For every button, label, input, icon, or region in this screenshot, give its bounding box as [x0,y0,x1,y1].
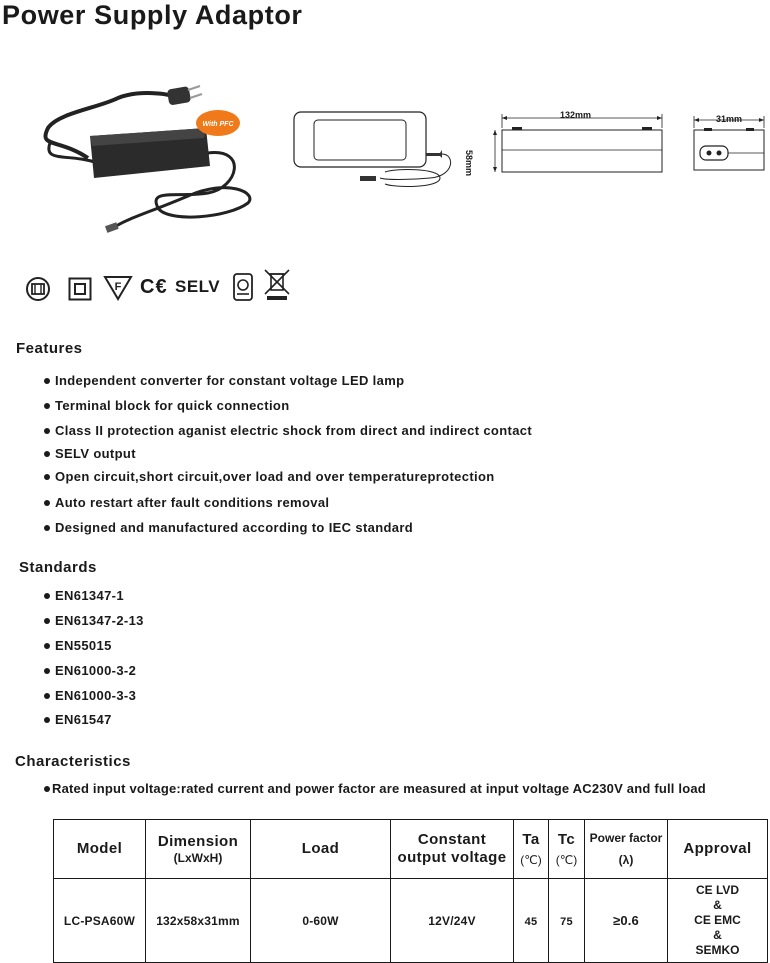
col-header-load: Load [251,820,391,879]
dimension-width-label: 58mm [464,150,474,177]
selv-mark: SELV [175,277,221,296]
cell-dimension: 132x58x31mm [146,879,251,963]
f-mark-icon [103,275,133,301]
cell-tc: 75 [549,879,585,963]
col-header-model: Model [54,820,146,879]
list-item: EN61347-1 [44,588,124,604]
svg-text:F: F [114,281,122,293]
adapter-side-view-drawing [484,110,666,178]
pfc-badge: With PFC [202,121,234,128]
cell-load: 0-60W [251,879,391,963]
dimension-height-label: 31mm [716,114,743,124]
list-item: EN61000-3-2 [44,663,136,679]
col-header-constant-output-voltage: Constant output voltage [391,820,514,879]
cell-voltage: 12V/24V [391,879,514,963]
list-item: Open circuit,short circuit,over load and over temperatureprotection [44,469,495,485]
adapter-photo [28,78,273,238]
list-item: Terminal block for quick connection [44,398,290,414]
spec-table [53,819,768,963]
class-ii-double-insulation-icon [68,277,92,301]
cell-model: LC-PSA60W [54,879,146,963]
page-title: Power Supply Adaptor [2,0,303,30]
table-row [54,879,768,963]
cell-approval: CE LVD & CE EMC & SEMKO [668,879,768,963]
list-item: Designed and manufactured according to IEC standard [44,520,413,536]
ce-mark-icon: C€ [140,276,168,298]
list-item: EN61547 [44,712,112,728]
col-header-tc: Tc (℃) [549,820,585,879]
list-item: EN61347-2-13 [44,613,144,629]
list-item: EN61000-3-3 [44,688,136,704]
features-heading: Features [16,340,83,357]
list-item: Auto restart after fault conditions removal [44,495,329,511]
list-item: EN55015 [44,638,112,654]
enec-mark-icon [25,276,51,302]
list-item: SELV output [44,446,136,462]
col-header-power-factor: Power factor (λ) [585,820,668,879]
list-item: Class II protection aganist electric shock from direct and indirect contact [44,423,532,439]
col-header-ta: Ta (℃) [514,820,549,879]
table-header-row [54,820,768,879]
col-header-approval: Approval [668,820,768,879]
cell-ta: 45 [514,879,549,963]
dimension-length-label: 132mm [560,110,592,120]
adapter-top-view-drawing [290,108,460,196]
cell-power-factor: ≥0.6 [585,879,668,963]
safety-transformer-icon [232,272,254,302]
weee-crossed-bin-icon [262,268,292,302]
standards-heading: Standards [19,559,97,576]
col-header-dimension: Dimension (LxWxH) [146,820,251,879]
characteristics-heading: Characteristics [15,753,131,770]
list-item: Independent converter for constant voltage LED lamp [44,373,404,389]
characteristics-note: Rated input voltage:rated current and power factor are measured at input voltage AC230V and full load [44,781,706,796]
